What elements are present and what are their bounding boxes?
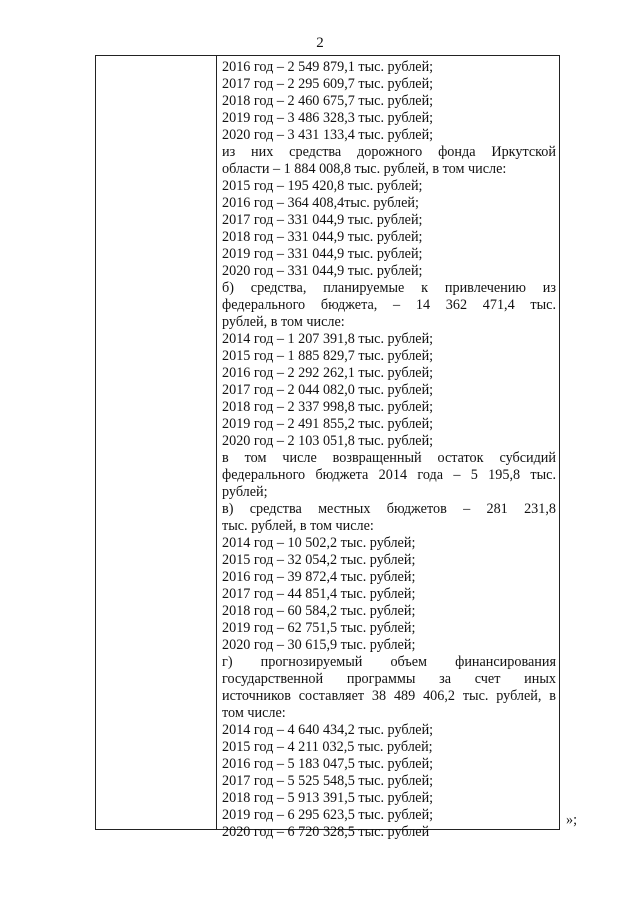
- text-line: 2014 год – 10 502,2 тыс. рублей;: [222, 535, 416, 551]
- text-line: 2015 год – 1 885 829,7 тыс. рублей;: [222, 348, 434, 364]
- text-line: 2016 год – 2 549 879,1 тыс. рублей;: [222, 59, 434, 75]
- text-line: 2020 год – 3 431 133,4 тыс. рублей;: [222, 127, 434, 143]
- text-line: 2015 год – 4 211 032,5 тыс. рублей;: [222, 739, 433, 755]
- text-line: 2018 год – 2 337 998,8 тыс. рублей;: [222, 399, 434, 415]
- text-line: 2019 год – 331 044,9 тыс. рублей;: [222, 246, 423, 262]
- text-line: 2018 год – 2 460 675,7 тыс. рублей;: [222, 93, 434, 109]
- text-line: 2017 год – 2 295 609,7 тыс. рублей;: [222, 76, 434, 92]
- text-line: 2014 год – 4 640 434,2 тыс. рублей;: [222, 722, 434, 738]
- text-line: источников составляет 38 489 406,2 тыс. рублей, в: [222, 688, 556, 704]
- text-line: федерального бюджета, – 14 362 471,4 тыс.: [222, 297, 556, 313]
- text-line: области – 1 884 008,8 тыс. рублей, в том числе:: [222, 161, 507, 177]
- text-line: 2017 год – 44 851,4 тыс. рублей;: [222, 586, 416, 602]
- text-line: 2019 год – 2 491 855,2 тыс. рублей;: [222, 416, 434, 432]
- text-line: 2019 год – 62 751,5 тыс. рублей;: [222, 620, 416, 636]
- text-line: 2020 год – 2 103 051,8 тыс. рублей;: [222, 433, 434, 449]
- text-line: 2015 год – 32 054,2 тыс. рублей;: [222, 552, 416, 568]
- text-line: б) средства, планируемые к привлечению из: [222, 280, 556, 296]
- text-line: федерального бюджета 2014 года – 5 195,8 тыс.: [222, 467, 556, 483]
- text-line: 2020 год – 6 720 328,5 тыс. рублей: [222, 824, 430, 840]
- text-line: в) средства местных бюджетов – 281 231,8: [222, 501, 556, 517]
- text-line: 2019 год – 6 295 623,5 тыс. рублей;: [222, 807, 434, 823]
- text-line: из них средства дорожного фонда Иркутской: [222, 144, 556, 160]
- text-line: 2017 год – 5 525 548,5 тыс. рублей;: [222, 773, 434, 789]
- text-line: 2020 год – 30 615,9 тыс. рублей;: [222, 637, 416, 653]
- text-line: 2017 год – 331 044,9 тыс. рублей;: [222, 212, 423, 228]
- text-line: в том числе возвращенный остаток субсидий: [222, 450, 556, 466]
- closing-quote-mark: »;: [566, 812, 578, 828]
- text-line: 2018 год – 60 584,2 тыс. рублей;: [222, 603, 416, 619]
- text-line: 2018 год – 331 044,9 тыс. рублей;: [222, 229, 423, 245]
- text-line: 2017 год – 2 044 082,0 тыс. рублей;: [222, 382, 434, 398]
- text-line: рублей, в том числе:: [222, 314, 345, 330]
- text-line: 2019 год – 3 486 328,3 тыс. рублей;: [222, 110, 434, 126]
- text-line: том числе:: [222, 705, 286, 721]
- column-divider: [216, 56, 217, 829]
- text-line: 2018 год – 5 913 391,5 тыс. рублей;: [222, 790, 434, 806]
- text-line: г) прогнозируемый объем финансирования: [222, 654, 556, 670]
- text-line: 2015 год – 195 420,8 тыс. рублей;: [222, 178, 423, 194]
- text-line: 2016 год – 39 872,4 тыс. рублей;: [222, 569, 416, 585]
- text-line: 2016 год – 2 292 262,1 тыс. рублей;: [222, 365, 434, 381]
- text-line: 2014 год – 1 207 391,8 тыс. рублей;: [222, 331, 434, 347]
- text-line: рублей;: [222, 484, 268, 500]
- text-line: 2016 год – 5 183 047,5 тыс. рублей;: [222, 756, 434, 772]
- page-number: 2: [316, 35, 324, 51]
- program-table: [95, 55, 560, 840]
- text-line: 2020 год – 331 044,9 тыс. рублей;: [222, 263, 423, 279]
- text-line: тыс. рублей, в том числе:: [222, 518, 374, 534]
- text-line: государственной программы за счет иных: [222, 671, 556, 687]
- text-line: 2016 год – 364 408,4тыс. рублей;: [222, 195, 419, 211]
- funding-text-cell: [222, 59, 556, 841]
